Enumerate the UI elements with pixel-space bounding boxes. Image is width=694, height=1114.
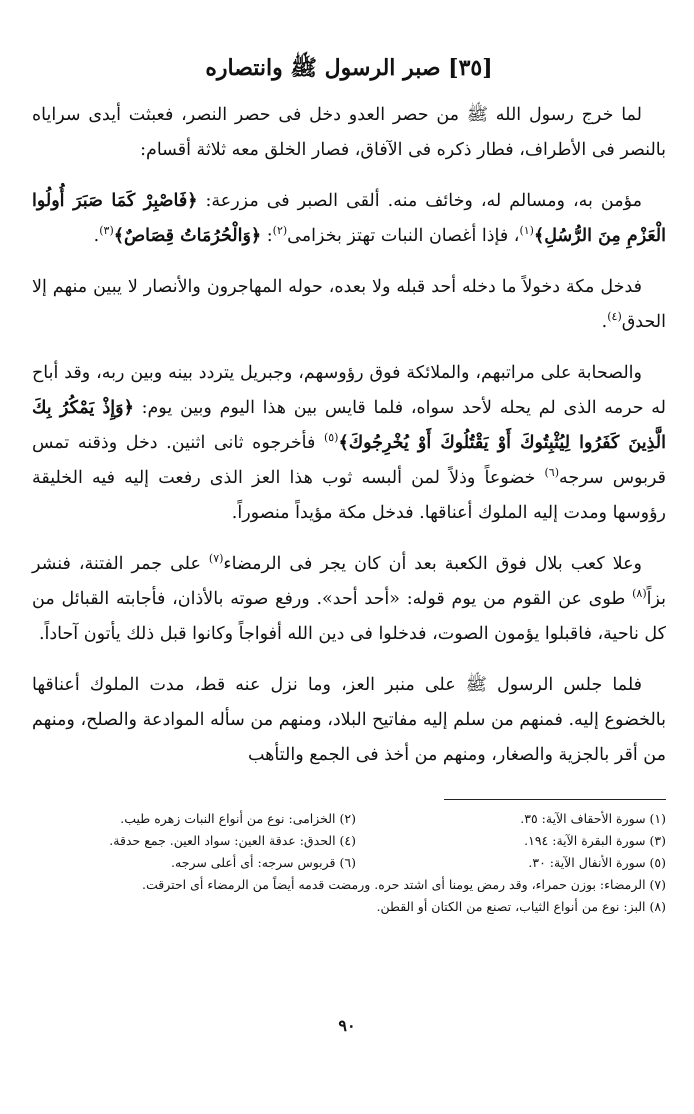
paragraph-text: وعلا كعب بلال فوق الكعبة بعد أن كان يجر فى الرمضاء — [223, 554, 642, 574]
footnote: (٣) سورة البقرة الآية: ١٩٤. — [524, 833, 666, 848]
paragraph-text: لما خرج رسول الله ﷺ من حصر العدو دخل فى حصر النصر، فعبثت أيدى سراياه بالنصر فى الأطراف، فطار ذكره فى الآفاق، فصار الخلق معه ثلاثة أقسام: — [32, 105, 666, 160]
footnote-row — [32, 808, 666, 830]
footnote-marker: (١) — [519, 224, 534, 238]
paragraph — [32, 98, 666, 168]
footnote-marker: (٧) — [208, 552, 224, 566]
footnote: (٤) الحدق: عدقة العين: سواد العين. جمع حدقة. — [109, 833, 356, 848]
paragraph — [32, 668, 666, 773]
paragraph — [32, 270, 666, 340]
footnote: (٦) قربوس سرجه: أى أعلى سرجه. — [171, 855, 356, 870]
footnote-marker: (٦) — [544, 466, 559, 480]
chapter-title: [٣٥] صبر الرسول ﷺ وانتصاره — [205, 55, 493, 81]
paragraph-text: طوى عن القوم من يوم قوله: «أحد أحد». ورفع صوته بالأذان، فأجابته القبائل من كل ناحية، فاقبلوا يؤمون الصوت، فدخلوا فى دين الله أفواجاً وكانوا قبل ذلك يأتون آحاداً. — [32, 589, 666, 644]
paragraph-text: فأخرجوه ثانى اثنين. دخل وذقنه تمس قربوس سرجه — [32, 433, 666, 488]
paragraph-text: . — [601, 312, 608, 332]
paragraph-text: فلما جلس الرسول ﷺ على منبر العز، وما نزل عنه قط، مدت الملوك أعناقها بالخضوع إليه. فمنهم من سلم إليه مفاتيح البلاد، ومنهم من سأله الموادعة والصلح، ومنهم من أقر بالجزية والصغار، ومنهم من أخذ فى الجمع والتأهب — [32, 675, 666, 765]
footnotes — [32, 808, 666, 918]
footnote: (٨) البز: نوع من أنواع الثياب، تصنع من الكتان أو القطن. — [376, 899, 666, 914]
paragraph-text: فدخل مكة دخولاً ما دخله أحد قبله ولا بعده، حوله المهاجرون والأنصار لا يبين منهم إلا الحدق — [32, 277, 666, 332]
footnote-marker: (٨) — [632, 587, 647, 601]
footnote-marker: (٥) — [323, 431, 339, 445]
paragraph — [32, 547, 666, 652]
footnote-marker: (٢) — [272, 224, 288, 238]
footnote-divider — [444, 799, 666, 800]
page-number: ٩٠ — [338, 1016, 356, 1035]
paragraph-text: مؤمن به، ومسالم له، وخائف منه. ألقى الصبر فى مزرعة: — [197, 191, 642, 211]
footnote-marker: (٤) — [607, 310, 622, 324]
quran-verse: ﴿وَالْحُرُمَاتُ قِصَاصٌ﴾ — [113, 226, 262, 246]
paragraph-text: خضوعاً وذلاً لمن ألبسه ثوب هذا العز الذى رفعت إليه فيه الخليقة رؤوسها ومدت إليه الملوك أعناقها. فدخل مكة مؤيداً منصوراً. — [32, 468, 666, 523]
footnote: (١) سورة الأحقاف الآية: ٣٥. — [520, 811, 666, 826]
footnote-row — [32, 830, 666, 852]
footnote-row — [32, 852, 666, 874]
footnote: (٧) الرمضاء: بوزن حمراء، وقد رمض يومنا أى اشتد حره. ورمضت قدمه أيضاً من الرمضاء أى احترقت. — [142, 877, 666, 892]
footnote-marker: (٣) — [99, 224, 114, 238]
quran-verse: ﴿فَاصْبِرْ كَمَا صَبَرَ أُولُوا الْعَزْمِ مِنَ الرُّسُلِ﴾ — [32, 191, 666, 246]
paragraph-text: على جمر الفتنة، فنشر بزاً — [32, 554, 666, 609]
paragraph-text: والصحابة على مراتبهم، والملائكة فوق رؤوسهم، وجبريل يتردد بينه وبين ربه، وقد أباح له حرمه الذى لم يحله لأحد سواه، فلما قايس بين هذا اليوم وبين يوم: — [32, 363, 666, 418]
paragraph — [32, 356, 666, 531]
footnote: (٥) سورة الأنفال الآية: ٣٠. — [528, 855, 666, 870]
quran-verse: ﴿وَإِذْ يَمْكُرُ بِكَ الَّذِينَ كَفَرُوا لِيُثْبِتُوكَ أَوْ يَقْتُلُوكَ أَوْ يُخْرِجُوكَ﴾ — [32, 398, 666, 453]
paragraph-text: ، فإذا أغصان النبات تهتز بخزامى — [287, 226, 520, 246]
body-text — [32, 98, 666, 773]
paragraph — [32, 184, 666, 254]
paragraph-text: . — [93, 226, 100, 246]
paragraph-text: : — [261, 226, 273, 246]
footnote: (٢) الخزامى: نوع من أنواع النبات زهره طيب. — [120, 811, 356, 826]
